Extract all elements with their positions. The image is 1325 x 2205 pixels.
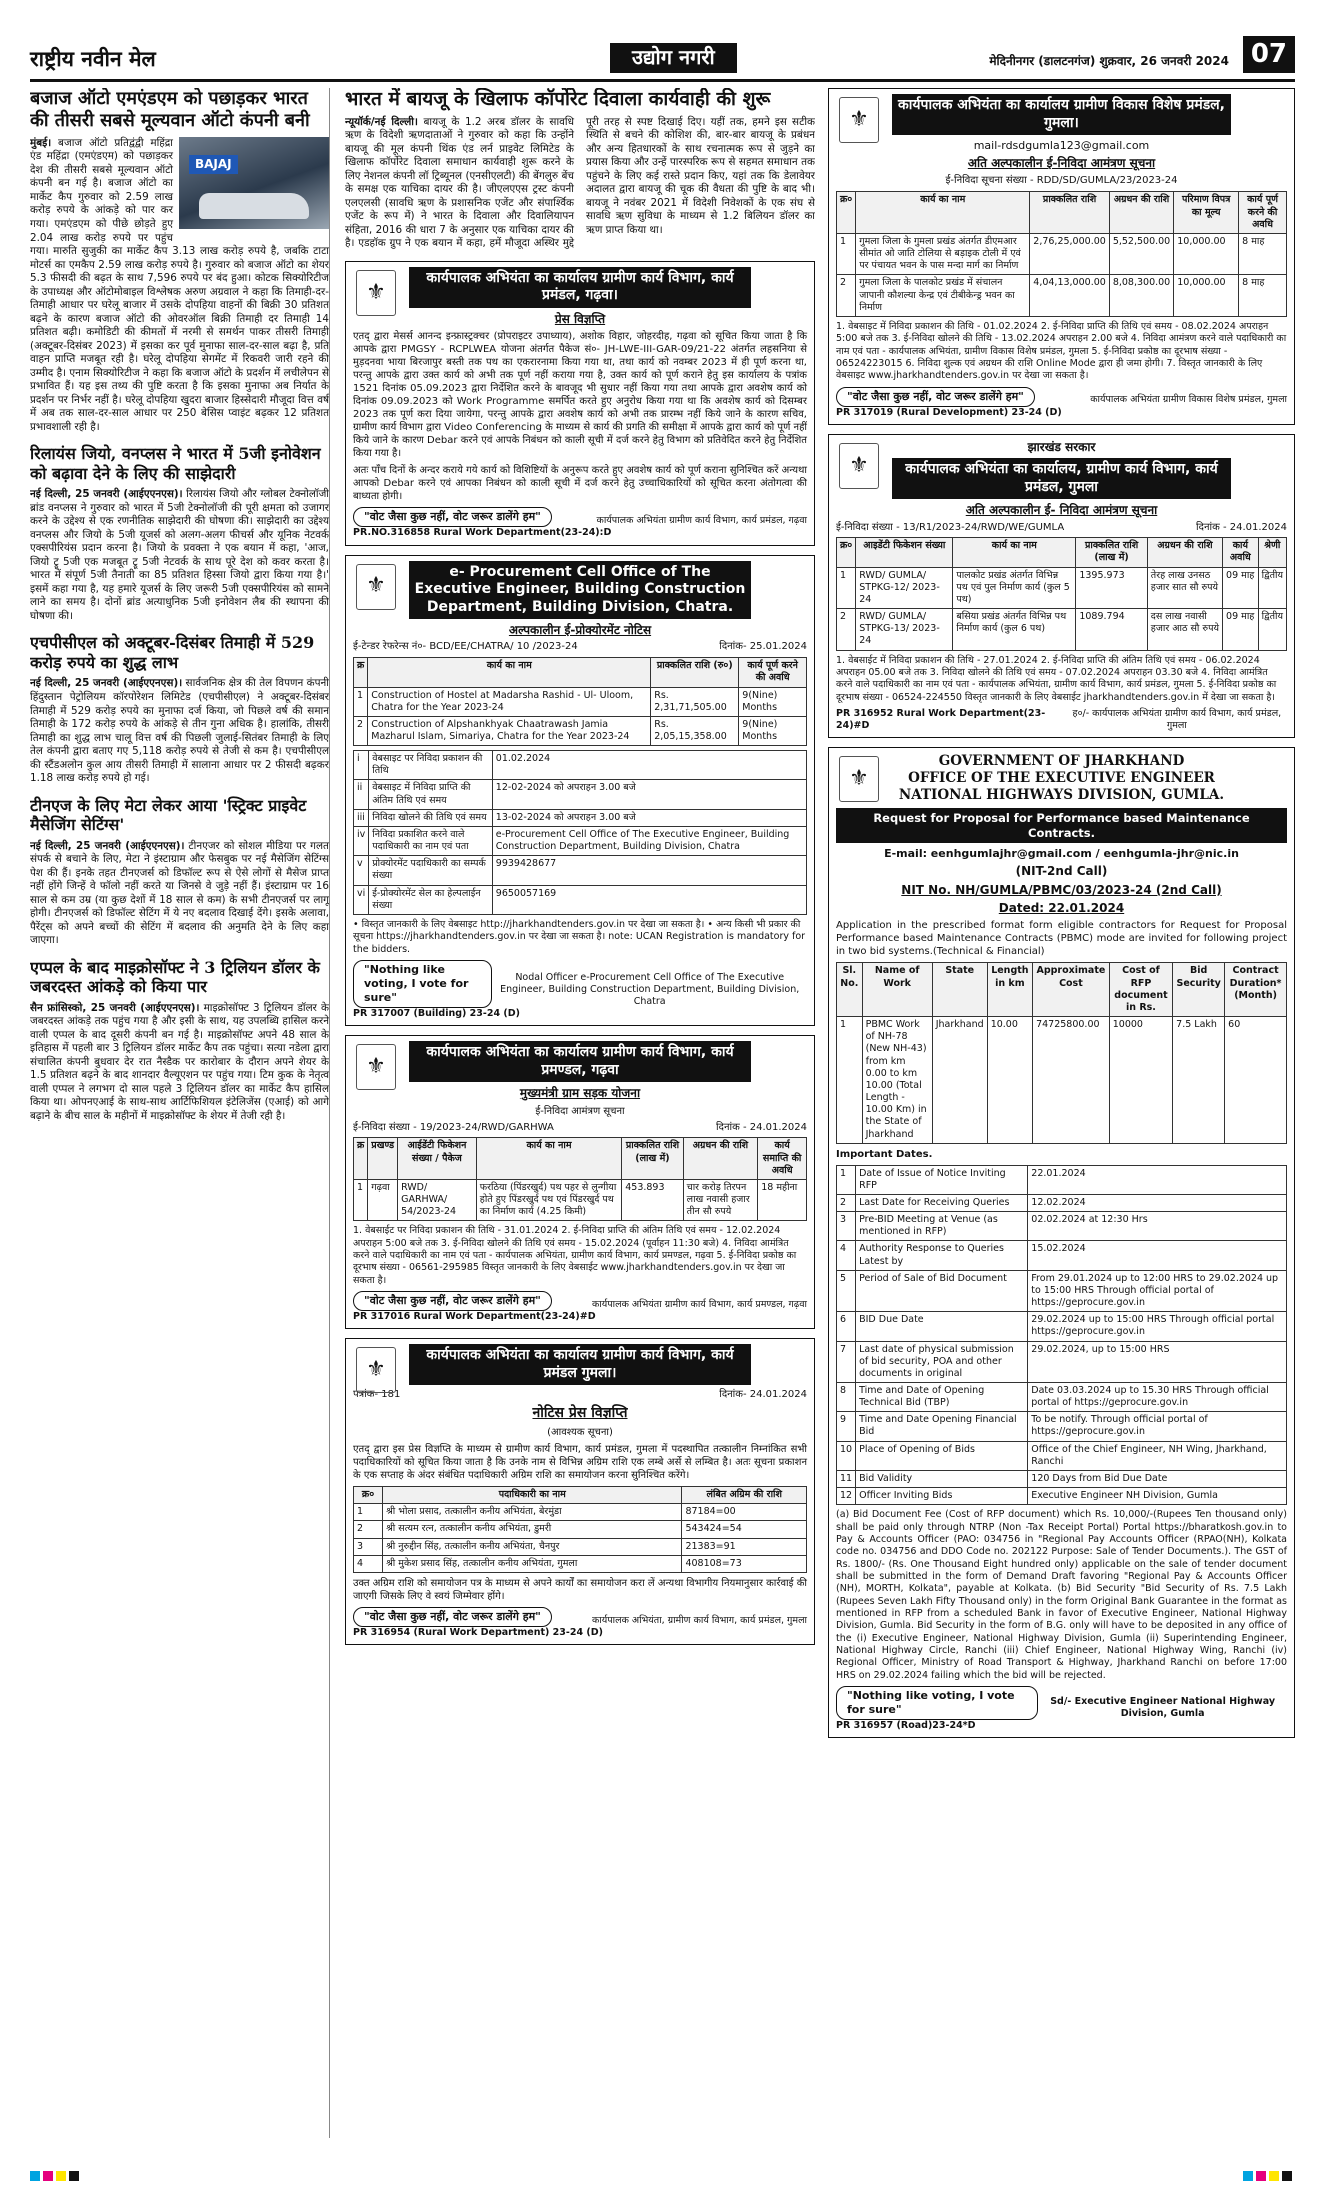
notice-subtitle: प्रेस विज्ञप्ति: [554, 311, 606, 326]
notice-body: Application in the prescribed format form eligible contractors for Request for Proposal Performance based Maintenance Contracts (PBMC) mode are invited for following project in two bid systems.(Technical & Financial): [836, 920, 1287, 958]
signatory: Nodal Officer e-Procurement Cell Office of The Executive Engineer, Building Construction Department, Building Division, Chatra: [500, 971, 800, 1007]
notice-footer: [353, 507, 807, 527]
notice-subtitle: अति अल्पकालीन ई- निविदा आमंत्रण सूचना: [965, 503, 1158, 518]
notice-subtitle: मुख्यमंत्री ग्राम सड़क योजना: [519, 1086, 641, 1101]
registration-right: [1243, 2171, 1295, 2181]
notice-terms: 1. वेबसाईट पर निविदा प्रकाशन की तिथि - 31.01.2024 2. ई-निविदा प्राप्ति की अंतिम तिथि एवं समय - 12.02.2024 अपराहन 5:00 बजे तक 3. ई-निविदा खोलने की तिथि एवं समय - 15.02.2024 (पूर्वाहन 11:30 बजे) 4. निविदा आमंत्रित करने वाले पदाधिकारी का नाम एवं पता - कार्यपालक अभियंता, ग्रामीण कार्य विभाग, कार्य प्रमण्डल, गढ़वा 5. ई-निविदा प्रकोष्ठ का दूरभाष संख्या - 06561-295985 विस्तृत जानकारी के लिए वेबसाईट www.jharkhandtenders.gov.in पर देखा जा सकता है।: [353, 1225, 797, 1286]
voter-slogan: "वोट जैसा कुछ नहीं, वोट जरूर डालेंगे हम": [353, 507, 552, 527]
table-row: 9 Time and Date Opening Financial Bid To be notify. Through official portal of https://geprocure.gov.in: [837, 1412, 1287, 1441]
table-row: iii निविदा खोलने की तिथि एवं समय 13-02-2024 को अपराहन 3.00 बजे: [354, 809, 807, 826]
table-row: 3 Pre-BID Meeting at Venue (as mentioned in RFP) 02.02.2024 at 12:30 Hrs: [837, 1212, 1287, 1241]
notice-meta: [836, 522, 1287, 535]
table-row: 7 Last date of physical submission of bid security, POA and other documents in original 29.02.2024, up to 15:00 HRS: [837, 1341, 1287, 1382]
notice-subtitle: नोटिस प्रेस विज्ञप्ति: [532, 1405, 628, 1422]
table-header-row: क्र प्रखण्ड आईडेंटी फिकेशन संख्या / पैकेज कार्य का नाम प्राक्कलित राशि (लाख में) अग्रधन की राशि कार्य समाप्ति की अवधि: [354, 1138, 807, 1179]
registration-marks: [30, 2169, 1295, 2183]
bajaj-showroom-photo: [179, 137, 329, 229]
story-jio: [30, 444, 329, 623]
table-header-row: क्र० आइडेंटी फिकेशन संख्या कार्य का नाम प्राक्कलित राशि (लाख में) अग्रधन की राशि कार्य अवधि श्रेणी: [837, 538, 1287, 567]
table-row: 3 श्री नुरुद्दीन सिंह, तत्कालीन कनीय अभियंता, चैनपुर 21383=91: [354, 1538, 807, 1555]
notice-body-2: उक्त अग्रिम राशि को समायोजन पत्र के माध्यम से अपने कार्यों का समायोजन करा लें अन्यथा विभागीय नियमानुसार कार्रवाई की जाएगी जिसके लिए वे स्वयं जिम्मेवार होंगे।: [353, 1577, 807, 1602]
notice-chatra-eprocurement: [345, 555, 815, 1027]
table-row: i वेबसाइट पर निविदा प्रकाशन की तिथि 01.02.2024: [354, 751, 807, 780]
registration-swatch: [56, 2171, 66, 2181]
notice-gumla-press: [345, 1338, 815, 1645]
notice-garhwa-press: [345, 261, 815, 546]
table-row: 2 Construction of Alpshankhyak Chaatrawash Jamia Mazharul Islam, Simariya, Chatra for the Year 2023-24 Rs. 2,05,15,358.00 9(Nine) Months: [354, 716, 807, 745]
news-column: [30, 88, 330, 2138]
notice-subtitle: अल्पकालीन ई-प्रोक्योरमेंट नोटिस: [508, 623, 652, 638]
voter-slogan: "वोट जैसा कुछ नहीं, वोट जरूर डालेंगे हम": [353, 1607, 552, 1627]
table-row: 2 श्री सत्यम रत्न, तत्कालीन कनीय अभियंता, डुमरी 543424=54: [354, 1521, 807, 1538]
notice-terms: • विस्तृत जानकारी के लिए वेबसाइट http://jharkhandtenders.gov.in पर देखा जा सकता है। • अन्य किसी भी प्रकार की सूचना https://jharkhandtenders.gov.in पर देखा जा सकता है। note: UCAN Registration is mandatory for the bidders.: [353, 918, 806, 955]
table-header-row: Sl. No. Name of Work State Length in km Approximate Cost Cost of RFP document in Rs. Bid Security Contract Duration* (Month): [837, 963, 1287, 1017]
signatory: कार्यपालक अभियंता ग्रामीण कार्य विभाग, कार्य प्रमंडल, गढ़वा: [596, 515, 807, 527]
letter-date: दिनांक- 24.01.2024: [719, 1389, 807, 1401]
story-bajaj: [30, 88, 329, 434]
table-row: iv निविदा प्रकाशित करने वाले पदाधिकारी का नाम एवं पता e-Procurement Cell Office of The Executive Engineer, Building Construction Department, Building Division, Chatra: [354, 826, 807, 855]
table-row: 12 Officer Inviting Bids Executive Engineer NH Division, Gumla: [837, 1488, 1287, 1505]
table-row: 1 Date of Issue of Notice Inviting RFP 22.01.2024: [837, 1165, 1287, 1194]
pr-number: PR 316952 Rural Work Department(23-24)#D: [836, 707, 1046, 732]
voter-slogan: "वोट जैसा कुछ नहीं, वोट जरूर डालेंगे हम": [836, 387, 1035, 407]
story-body: सैन फ्रांसिस्को, 25 जनवरी (आईएएनएस)। माइक्रोसॉफ्ट 3 ट्रिलियन डॉलर के जबरदस्त आंकड़े तक पहुंच गया है और इसी के साथ, यह उपलब्धि हासिल करने वाली एप्पल के बाद दूसरी कंपनी बन गई है। माइक्रोसॉफ्ट अपने 48 साल के इतिहास में पहली बार 3 ट्रिलियन डॉलर मार्केट कैप तक पहुंचा। सत्या नडेला द्वारा संचालित कंपनी बुधवार देर रात नैस्डैक पर कारोबार के दौरान अपने शेयर के 1.5 प्रतिशत बढ़ने के बाद शानदार वैल्यूएशन पर पहुंच गया। टिम कुक के नेतृत्व वाली एप्पल ने लगभग दो साल पहले 3 ट्रिलियन डॉलर का मार्केट कैप हासिल किया था। ओपनएआई के साथ-साथ आर्टिफिशियल इंटेलिजेंस (एआई) को आगे बढ़ाने के बीच साल के महीनों में माइक्रोसॉफ्ट के शेयर में तेजी रही है।: [30, 1001, 329, 1122]
notice-footer: [353, 1291, 807, 1311]
notice-terms: (a) Bid Document Fee (Cost of RFP document) which Rs. 10,000/-(Rupees Ten thousand only) shall be paid only through NTRP (Non -Tax Receipt Portal) Portal https://bharatkosh.gov.in to Pay & Accounts Officer (PAO: 034756 in "Regional Pay Accounts Officer (RPAO(NH), Kolkata code no. 034756 and DDO Code no. 202122 Purpose: Sale of Tender Documents.). The GST of Rs. 1800/- (Rs. One Thousand Eight hundred only) applicable on the sale of tender document shall be submitted in the form of Demand Draft favoring "Regional Pay & Accounts Officer (NH), MORTH, Kolkata", payable at Kolkata. (b) Bid Security "Bid Security of Rs. 7.5 Lakh (Rupees Seven Lakh Fifty Thousand only) in the form Original Bank Guarantee in the format as mentioned in RFP from a scheduled Bank in favor of Executive Engineer, National Highway Division, Gumla. Bid Security in the form of B.G. only will have to be deposited in any office of the (i) Executive Engineer, National Highway Division, Gumla (ii) Superintending Engineer, National Highway Circle, Ranchi (iii) Chief Engineer, National Highway Wing, Ranchi (iv) Regional Officer, Ministry of Road Transport & Highway, Jharkhand Ranchi on before 17:00 HRS on 29.02.2024 failing which the bid will be rejected.: [836, 1509, 1287, 1681]
story-headline: एचपीसीएल को अक्टूबर-दिसंबर तिमाही में 529 करोड़ रुपये का शुद्ध लाभ: [30, 633, 315, 672]
dates-table: [836, 1165, 1287, 1506]
voter-slogan: "Nothing like voting, I vote for sure": [353, 960, 492, 1008]
notice-subtitle-2: (आवश्यक सूचना): [547, 1427, 613, 1439]
middle-column: [345, 88, 815, 2138]
photo-sign: BAJAJ: [189, 155, 238, 174]
notice-footer: [353, 1607, 807, 1627]
schedule-table: [353, 750, 807, 915]
tender-date: दिनांक- 25.01.2024: [719, 641, 807, 653]
work-table: [836, 962, 1287, 1143]
pr-number: PR.NO.316858 Rural Work Department(23-24):D: [353, 527, 612, 539]
notice-subtitle: अति अल्पकालीन ई-निविदा आमंत्रण सूचना: [967, 156, 1156, 171]
table-row: 1 Construction of Hostel at Madarsha Rashid - Ul- Uloom, Chatra for the Year 2023-24 Rs. 2,31,71,505.00 9(Nine) Months: [354, 687, 807, 716]
table-row: 1 गढ़वा RWD/ GARHWA/ 54/2023-24 फरठिया (पिंडरखुर्द) पथ पहर से लुन्गीया होते हुए पिंडरखुर्द पथ एवं पिंडरखुर्द पथ का निर्माण कार्य (4.25 किमी) 453.893 चार करोड़ तिरपन लाख नवासी हजार तीन सौ रुपये 18 महीना: [354, 1179, 807, 1220]
advance-table: [353, 1486, 807, 1573]
tender-ref: ई-निविदा सूचना संख्या - RDD/SD/GUMLA/23/2023-24: [945, 175, 1178, 187]
jharkhand-emblem-icon: ⚜: [356, 1347, 396, 1393]
table-row: 10 Place of Opening of Bids Office of the Chief Engineer, NH Wing, Jharkhand, Ranchi: [837, 1441, 1287, 1470]
tender-ref: ई-टेन्डर रेफरेन्स नं०- BCD/EE/CHATRA/ 10 /2023-24: [353, 641, 578, 653]
notice-footer: [836, 1686, 1287, 1720]
tender-ref: ई-निविदा संख्या - 13/R1/2023-24/RWD/WE/GUMLA: [836, 521, 1065, 533]
story-microsoft: [30, 958, 329, 1124]
notice-title: कार्यपालक अभियंता का कार्यालय ग्रामीण कार्य विभाग, कार्य प्रमण्डल, गढ़वा: [409, 1041, 751, 1082]
voter-slogan: "वोट जैसा कुछ नहीं, वोट जरूर डालेंगे हम": [353, 1291, 552, 1311]
notice-body: एतद् द्वारा इस प्रेस विज्ञप्ति के माध्यम से ग्रामीण कार्य विभाग, कार्य प्रमंडल, गुमला में पदस्थापित तत्कालीन निम्नांकित सभी पदाधिकारियों को सूचित किया जाता है कि उनके नाम से विभिन्न अग्रिम राशि एक लम्बे अर्से से लम्बित है। अतः सूचना प्रकाशन के एक सप्ताह के अंदर संबंधित पदाधिकारी अग्रिम राशि का समायोजन करना सुनिश्चित करेंगे।: [353, 1444, 807, 1482]
registration-swatch: [1269, 2171, 1279, 2181]
work-table: [353, 1137, 807, 1221]
notice-rwd-gumla: [828, 434, 1295, 738]
story-headline: बजाज ऑटो एमएंडएम को पछाड़कर भारत की तीसरी सबसे मूल्यवान ऑटो कंपनी बनी: [30, 88, 310, 131]
nit-call: (NIT-2nd Call): [1015, 864, 1108, 879]
registration-swatch: [43, 2171, 53, 2181]
story-body: मुंबई। बजाज ऑटो प्रतिद्वंद्वी महिंद्रा एंड महिंद्रा (एमएंडएम) को पछाड़कर देश की तीसरी सबसे मूल्यवान ऑटो कंपनी बन गई है। बजाज ऑटो का मार्केट कैप गुरुवार को 2.59 लाख करोड़ रुपये के आंकड़े को पार कर गया। एमएंडएम को पीछे छोड़ते हुए 2.04 लाख करोड़ रुपये पर पहुंच गया। मारुति सुजुकी का मार्केट कैप 3.13 लाख करोड़ रुपये है, जबकि टाटा मोटर्स का एमकैप 2.59 लाख करोड़ रुपये है। गुरुवार को बजाज ऑटो का शेयर 5.3 फीसदी की बढ़त के साथ 7,596 रुपये पर बंद हुआ। कोटक सिक्योरिटीज के उपाध्यक्ष और ऑटोमोबाइल विश्लेषक अरुण अग्रवाल ने कहा कि तिमाही-दर-तिमाही आधार पर घरेलू बाजार में उसके दोपहिया वाहनों की बिक्री 30 प्रतिशत बढ़ने के कारण बजाज ऑटो की ओवरऑल बिक्री तिमाही दर तिमाही 14 प्रतिशत बढ़ी। कमोडिटी की कीमतों में नरमी से समर्थन पाकर तीसरी तिमाही (अक्टूबर-दिसंबर 2023) में इसका कर पूर्व मुनाफा साल-दर-साल बढ़ा है, प्रति वाहन प्राप्ति मजबूत रही है। घरेलू दोपहिया सेगमेंट में रिकवरी जारी रहने की उम्मीद है। एनाम सिक्योरिटीज ने कहा कि बजाज ऑटो के प्रदर्शन में लचीलेपन से प्रभावित हैं। यह इस तथ्य की पुष्टि करता है कि इसका मुनाफा अब निर्यात के प्रदर्शन पर निर्भर नहीं है। घरेलू दोपहिया खुदरा बाजार हिस्सेदारी मौजूदा वित्त वर्ष में अब तक साल-दर-साल आधार पर 250 बेसिस प्वाइंट बढ़कर 12 प्रतिशत प्रभावशाली रही है।: [30, 136, 329, 433]
notice-body-2: अतः पाँच दिनों के अन्दर कराये गये कार्य को विशिष्टियों के अनुरूप करते हुए अवशेष कार्य को पूर्ण कराना सुनिश्चित करें अन्यथा आपको Debar करने एवं आपका निबंधन को काली सूची में दर्ज करने हेतु उच्चाधिकारियों को सूचित करना अंतोगत्वा की बाध्यता होगी।: [353, 465, 807, 503]
jharkhand-emblem-icon: ⚜: [839, 756, 879, 802]
tender-date: दिनांक - 24.01.2024: [716, 1121, 807, 1133]
table-row: ii वेबसाइट में निविदा प्राप्ति की अंतिम तिथि एवं समय 12-02-2024 को अपराहन 3.00 बजे: [354, 780, 807, 809]
story-headline: टीनएज के लिए मेटा लेकर आया 'स्ट्रिक्ट प्राइवेट मैसेजिंग सेटिंग्स': [30, 795, 307, 835]
office-email: E-mail: eenhgumlajhr@gmail.com / eenhgumla-jhr@nic.in: [884, 847, 1239, 861]
table-header-row: क्र कार्य का नाम प्राक्कलित राशि (रु०) कार्य पूर्ण करने की अवधि: [354, 658, 807, 687]
jharkhand-emblem-icon: ⚜: [356, 1044, 396, 1090]
jharkhand-emblem-icon: ⚜: [839, 97, 879, 143]
dateline: मेदिनीनगर (डालटनगंज) शुक्रवार, 26 जनवरी 2024: [989, 54, 1229, 68]
table-header-row: क्र० पदाधिकारी का नाम लंबित अग्रिम की राशि: [354, 1487, 807, 1504]
byju-body: न्यूयॉर्क/नई दिल्ली। बायजू के 1.2 अरब डॉलर के सावधि ऋण के विदेशी ऋणदाताओं ने गुरुवार को कहा कि उन्होंने बायजू की मूल कंपनी थिंक एंड लर्न प्राइवेट लिमिटेड के खिलाफ कॉर्पोरेट दिवाला समाधान कार्यवाही शुरू करने के लिए नेशनल कंपनी लॉ ट्रिब्यूनल (एनसीएलटी) की बेंगलुरु बेंच के समक्ष एक याचिका दायर की है। जीएलएएस ट्रस्ट कंपनी एलएलसी (सावधि ऋण के प्रशासनिक एजेंट और संपार्श्विक एजेंट के रूप में) ने भारत के दिवाला और दिवालियापन संहिता, 2016 की धारा 7 के अनुसार एक याचिका दायर की है। एडहॉक ग्रुप ने एक बयान में कहा, हमें मौजूदा अस्थिर मुद्दे पूरी तरह से स्पष्ट दिखाई दिए। यहीं तक, हमने इस सटीक स्थिति से बचने की कोशिश की, बार-बार बायजू के प्रबंधन और अन्य हितधारकों के साथ रचनात्मक रूप से जुड़ने का प्रयास किया और उन्हें पारस्परिक रूप से सहमत समाधान तक पहुंचने के लिए कई रास्ते प्रदान किए, यहां तक कि डेलावेयर अदालत द्वारा बायजू की चूक की वैधता की पुष्टि के बाद भी। बायजू ने नवंबर 2021 में विदेशी निवेशकों के एक संघ से सावधि ऋण सुविधा के माध्यम से 1.2 बिलियन डॉलर का ऋण प्राप्त किया था।: [345, 115, 815, 250]
notice-nh-gumla-rfp: [828, 747, 1295, 1738]
notice-meta: [353, 1389, 807, 1402]
notice-title: कार्यपालक अभियंता का कार्यालय ग्रामीण कार्य विभाग, कार्य प्रमंडल गुमला।: [409, 1344, 751, 1385]
byju-headline: भारत में बायजू के खिलाफ कॉर्पोरेट दिवाला कार्यवाही की शुरू: [345, 88, 771, 110]
notice-meta: [353, 1122, 807, 1135]
story-hpcl: [30, 633, 329, 785]
story-meta: [30, 796, 329, 948]
office-email: mail-rdsdgumla123@gmail.com: [973, 139, 1150, 152]
masthead: [30, 40, 1295, 82]
nit-date: Dated: 22.01.2024: [998, 901, 1125, 916]
notice-title: कार्यपालक अभियंता का कार्यालय ग्रामीण कार्य विभाग, कार्य प्रमंडल, गढ़वा।: [409, 267, 751, 308]
registration-swatch: [1256, 2171, 1266, 2181]
story-headline: एप्पल के बाद माइक्रोसॉफ्ट ने 3 ट्रिलियन डॉलर के जबरदस्त आंकड़े को किया पार: [30, 957, 320, 997]
notice-rd-gumla: [828, 88, 1295, 425]
dates-title: Important Dates.: [836, 1148, 933, 1160]
right-column: [828, 88, 1295, 2138]
signatory: कार्यपालक अभियंता ग्रामीण कार्य विभाग, कार्य प्रमण्डल, गढ़वा: [592, 1299, 807, 1311]
rfp-banner: Request for Proposal for Performance based Maintenance Contracts.: [836, 808, 1287, 843]
registration-swatch: [30, 2171, 40, 2181]
signatory: कार्यपालक अभियंता ग्रामीण विकास विशेष प्रमंडल, गुमला: [1090, 394, 1287, 406]
page-number: 07: [1243, 36, 1295, 73]
voter-slogan: "Nothing like voting, I vote for sure": [836, 1686, 1038, 1720]
story-body: नई दिल्ली, 25 जनवरी (आईएएनएस)। रिलायंस जियो और ग्लोबल टेक्नोलॉजी ब्रांड वनप्लस ने गुरुवार को भारत में 5जी टेक्नोलॉजी की पूरी क्षमता को उजागर करने के उद्देश्य से एक रणनीतिक साझेदारी की घोषणा की। साझेदारी का उद्देश्य वनप्लस और जियो के 5जी यूजर्स को अलग-अलग फीचर्स और यूनिक नेटवर्क एक्सपीरियंस प्रदान करना है। जियो के प्रवक्ता ने एक बयान में कहा, 'आज, जियो ट्रू 5जी एक मजबूत ट्रू 5जी नेटवर्क के साथ पूरे देश को कवर करता है। भारत में संपूर्ण 5जी तैनाती का 85 प्रतिशत हिस्सा जियो द्वारा किया गया है।' इसमें कहा गया है, यह हमारे यूजर्स के लिए जरूरी 5जी एक्सपीरियंस को सामने लाने का समय है। दोनों ब्रांड अत्याधुनिक 5जी इनोवेशन लैब की स्थापना की घोषणा की।: [30, 488, 329, 622]
notice-footer: [836, 708, 1287, 732]
table-row: 11 Bid Validity 120 Days from Bid Due Date: [837, 1470, 1287, 1487]
work-table: [353, 657, 807, 746]
work-table: [836, 191, 1287, 316]
registration-swatch: [1243, 2171, 1253, 2181]
table-header-row: क्र० कार्य का नाम प्राक्कलित राशि अग्रधन की राशि परिमाण विपत्र का मूल्य कार्य पूर्ण करने की अवधि: [837, 192, 1287, 233]
table-row: 6 BID Due Date 29.02.2024 up to 15:00 HRS Through official portal https://geprocure.gov.in: [837, 1312, 1287, 1341]
table-row: v प्रोक्योरमेंट पदाधिकारी का सम्पर्क संख्या 9939428677: [354, 856, 807, 885]
table-row: 1 गुमला जिला के गुमला प्रखंड अंतर्गत डीएमआर सीमांत ओ जाति टोलिया से बड़ाइक टोली में एवं पर पंचायत भवन के पास मन्दा मार्ग का निर्माण 2,76,25,000.00 5,52,500.00 10,000.00 8 माह: [837, 233, 1287, 274]
table-row: 2 RWD/ GUMLA/ STPKG-13/ 2023-24 बसिया प्रखंड अंतर्गत विभिन्न पथ निर्माण कार्य (कुल 6 पथ) 1089.794 दस लाख नवासी हजार आठ सौ रुपये 09 माह द्वितीय: [837, 609, 1287, 650]
signatory: ह०/- कार्यपालक अभियंता ग्रामीण कार्य विभाग, कार्य प्रमंडल, गुमला: [1072, 707, 1282, 732]
table-row: 4 श्री मुकेश प्रसाद सिंह, तत्कालीन कनीय अभियंता, गुमला 408108=73: [354, 1555, 807, 1572]
table-row: 2 गुमला जिला के पालकोट प्रखंड में संचालन जापानी कौशल्या केन्द्र एवं टीबीकेन्ड्र भवन का निर्माण 4,04,13,000.00 8,08,300.00 10,000.00 8 माह: [837, 275, 1287, 316]
notice-title: कार्यपालक अभियंता का कार्यालय, ग्रामीण कार्य विभाग, कार्य प्रमंडल, गुमला: [892, 458, 1231, 499]
table-row: 1 PBMC Work of NH-78 (New NH-43) from km 0.00 to km 10.00 (Total Length - 10.00 Km) in the State of Jharkhand Jharkhand 10.00 74725800.00 10000 7.5 Lakh 60: [837, 1017, 1287, 1144]
nit-number: NIT No. NH/GUMLA/PBMC/03/2023-24 (2nd Call): [901, 882, 1222, 897]
notice-terms: 1. वेबसाइट में निविदा प्रकाशन की तिथि - 01.02.2024 2. ई-निविदा प्राप्ति की तिथि एवं समय - 08.02.2024 अपराहन 5:00 बजे तक 3. ई-निविदा खोलने की तिथि - 13.02.2024 अपराहन 2.00 बजे 4. निविदा आमंत्रण करने वाले पदाधिकारी का नाम एवं पता - कार्यपालक अभियंता, ग्रामीण विकास विशेष प्रमंडल, गुमला 5. ई-निविदा प्रकोष्ठ का दूरभाष संख्या - 06524223015 6. निविदा शुल्क एवं अग्रधन की राशि Online Mode द्वारा ही जमा होगी। 7. विस्तृत जानकारी के लिए वेबसाइट www.jharkhandtenders.gov.in पर देखा जा सकता है।: [836, 320, 1287, 382]
notice-garhwa-tender: [345, 1035, 815, 1329]
paper-name: राष्ट्रीय नवीन मेल: [30, 46, 156, 71]
notice-top: झारखंड सरकार: [1027, 439, 1096, 454]
table-row: 1 RWD/ GUMLA/ STPKG-12/ 2023-24 पालकोट प्रखंड अंतर्गत विभिन्न पथ एवं पुल निर्माण कार्य (कुल 5 पथ) 1395.973 तेरह लाख उनसठ हजार सात सौ रुपये 09 माह द्वितीय: [837, 567, 1287, 608]
notice-terms: 1. वेबसाईट में निविदा प्रकाशन की तिथि - 27.01.2024 2. ई-निविदा प्राप्ति की अंतिम तिथि एवं समय - 06.02.2024 अपराहन 05.00 बजे तक 3. निविदा खोलने की तिथि एवं समय - 07.02.2024 अपराहन 03.30 बजे 4. निविदा आमंत्रित करने वाले पदाधिकारी का नाम एवं पता - कार्यपालक अभियंता, ग्रामीण कार्य विभाग, कार्य प्रमंडल, गुमला 5. ई-निविदा प्रकोष्ठ का दूरभाष संख्या - 06524-224550 विस्तृत जानकारी के लिए वेबसाईट jharkhandtenders.gov.in में देखा जा सकता है।: [836, 654, 1277, 703]
table-row: 8 Time and Date of Opening Technical Bid (TBP) Date 03.03.2024 up to 15.30 HRS Through official portal of https://geprocure.gov.in: [837, 1383, 1287, 1412]
work-table: [836, 537, 1287, 650]
story-body: नई दिल्ली, 25 जनवरी (आईएएनएस)। टीनएजर को सोशल मीडिया पर गलत संपर्क से बचाने के लिए, मेटा ने इंस्टाग्राम और फेसबुक पर नई मैसेजिंग सेटिंग्स पेश की हैं। इनके तहत टीनएजर्स को डिफॉल्ट रूप से ऐसे लोगों से मैसेज प्राप्त नहीं होंगे जिन्हें वे फॉलो नहीं करते या जिनसे वे जुड़े नहीं हैं। इंस्टाग्राम पर 16 साल से कम उम्र (या कुछ देशों में 18 साल से कम) के सभी टीनएजर्स पर लागू होगी। टीनएजर्स को डिफॉल्ट सेटिंग में ये नए बदलाव दिखाई देंगे। इसके अलावा, पैरेंट्स को अपने बच्चों की सेटिंग में बदलाव की अनुमति देने के लिए कहा जाएगा।: [30, 839, 329, 947]
table-row: 5 Period of Sale of Bid Document From 29.01.2024 up to 12:00 HRS to 29.02.2024 up to 15:00 HRS Through official portal of https://geprocure.gov.in: [837, 1270, 1287, 1311]
pr-number: PR 317019 (Rural Development) 23-24 (D): [836, 406, 1062, 418]
registration-left: [30, 2171, 82, 2181]
notice-subtitle-2: ई-निविदा आमंत्रण सूचना: [535, 1105, 625, 1117]
gov-heading: GOVERNMENT OF JHARKHAND OFFICE OF THE EXECUTIVE ENGINEER NATIONAL HIGHWAYS DIVISION, GUMLA.: [898, 753, 1225, 803]
registration-swatch: [69, 2171, 79, 2181]
pr-number: PR 316957 (Road)23-24*D: [836, 1720, 976, 1732]
car-shape: [199, 193, 309, 219]
story-headline: रिलायंस जियो, वनप्लस ने भारत में 5जी इनोवेशन को बढ़ावा देने के लिए की साझेदारी: [30, 444, 321, 483]
table-row: 1 श्री भोला प्रसाद, तत्कालीन कनीय अभियंता, बेरमुंडा 87184=00: [354, 1504, 807, 1521]
pr-number: PR 317007 (Building) 23-24 (D): [353, 1008, 520, 1020]
table-row: 4 Authority Response to Queries Latest by 15.02.2024: [837, 1241, 1287, 1270]
pr-number: PR 317016 Rural Work Department(23-24)#D: [353, 1311, 596, 1323]
table-row: 2 Last Date for Receiving Queries 12.02.2024: [837, 1194, 1287, 1211]
tender-date: दिनांक - 24.01.2024: [1196, 521, 1287, 533]
jharkhand-emblem-icon: ⚜: [356, 270, 396, 316]
notice-footer: [353, 960, 807, 1008]
signatory: Sd/- Executive Engineer National Highway Division, Gumla: [1050, 1695, 1276, 1720]
signatory: कार्यपालक अभियंता, ग्रामीण कार्य विभाग, कार्य प्रमंडल, गुमला: [592, 1614, 807, 1626]
registration-swatch: [1282, 2171, 1292, 2181]
table-row: vi ई-प्रोक्योरमेंट सेल का हेल्पलाईन संख्या 9650057169: [354, 885, 807, 914]
jharkhand-emblem-icon: ⚜: [839, 443, 879, 489]
notice-footer: [836, 387, 1287, 407]
jharkhand-emblem-icon: ⚜: [356, 564, 396, 610]
section-title: उद्योग नगरी: [610, 43, 737, 73]
notice-title: कार्यपालक अभियंता का कार्यालय ग्रामीण विकास विशेष प्रमंडल, गुमला।: [892, 94, 1231, 135]
tender-ref: ई-निविदा संख्या - 19/2023-24/RWD/GARHWA: [353, 1121, 554, 1133]
letter-ref: पत्रांक- 181: [353, 1389, 401, 1401]
notice-title: e- Procurement Cell Office of The Executive Engineer, Building Construction Department, Building Division, Chatra.: [409, 561, 751, 620]
story-body: नई दिल्ली, 25 जनवरी (आईएएनएस)। सार्वजनिक क्षेत्र की तेल विपणन कंपनी हिंदुस्तान पेट्रोलियम कॉरपोरेशन लिमिटेड (एचपीसीएल) ने अक्टूबर-दिसंबर तिमाही में 529 करोड़ रुपये का मुनाफा दर्ज किया, जो पिछले वर्ष की समान तिमाही के 172 करोड़ रुपये के आंकड़े से तीन गुना अधिक है। हालांकि, तीसरी तिमाही का शुद्ध लाभ चालू वित्त वर्ष की पिछली जुलाई-सितंबर तिमाही के लिए तेल कंपनी द्वारा बताए गए 5,118 करोड़ रुपये से तेजी से कम है। एचपीसीएल की स्टैंडअलोन कुल आय तीसरी तिमाही में सालाना आधार पर 2 फीसदी बढ़कर 1.18 लाख करोड़ रुपये हो गई।: [30, 677, 329, 785]
pr-number: PR 316954 (Rural Work Department) 23-24 (D): [353, 1626, 603, 1638]
notice-meta: [353, 641, 807, 654]
notice-body: एतद् द्वारा मेसर्स आनन्द इन्फ्रास्ट्रक्चर (प्रोपराइटर उपाध्याय), अशोक विहार, जोहरदीह, गढ़वा को सूचित किया जाता है कि आपके द्वारा PMGSY - RCPLWEA योजना अंतर्गत पैकेज सं०- JH-LWE-III-GAR-09/21-22 अंतर्गत लहसनिया से मुड़दनवा भाया बिरजापुर बस्ती तक पथ का एकरारनामा किया गया था, तथा कार्य को नवम्बर 2023 में ही पूर्ण करना था, परन्तु आपके द्वारा उक्त कार्य को अभी तक पूर्ण नहीं कराया गया है, उक्त कार्य को पूर्ण कराने हेतु इस कार्यालय के पत्रांक 1521 दिनांक 05.09.2023 द्वारा निर्देशित करने के बावजूद भी सुधार नहीं किया गया तथा आपके द्वारा अवशेष कार्य को दिनांक 09.09.2023 को Work Programme समर्पित करते हुए अनुरोध किया गया था कि अवशेष कार्य को दिसम्बर 2023 तक पूर्ण करा दिया जायेगा, परन्तु आपके द्वारा अवशेष कार्य को अभी तक प्रारम्भ नहीं किये जाने के कारण सचिव, ग्रामीण कार्य विभाग द्वारा Video Conferencing के माध्यम से कार्य की प्रगति की समीक्षा में आपके द्वारा कार्य को पूर्ण नहीं किये जाने के कारण Debar करने एवं आपके निबंधन को काली सूची में दर्ज करने हेतु विभाग को प्रतिवेदित करने हेतु निर्देशित किया गया है।: [353, 331, 807, 460]
